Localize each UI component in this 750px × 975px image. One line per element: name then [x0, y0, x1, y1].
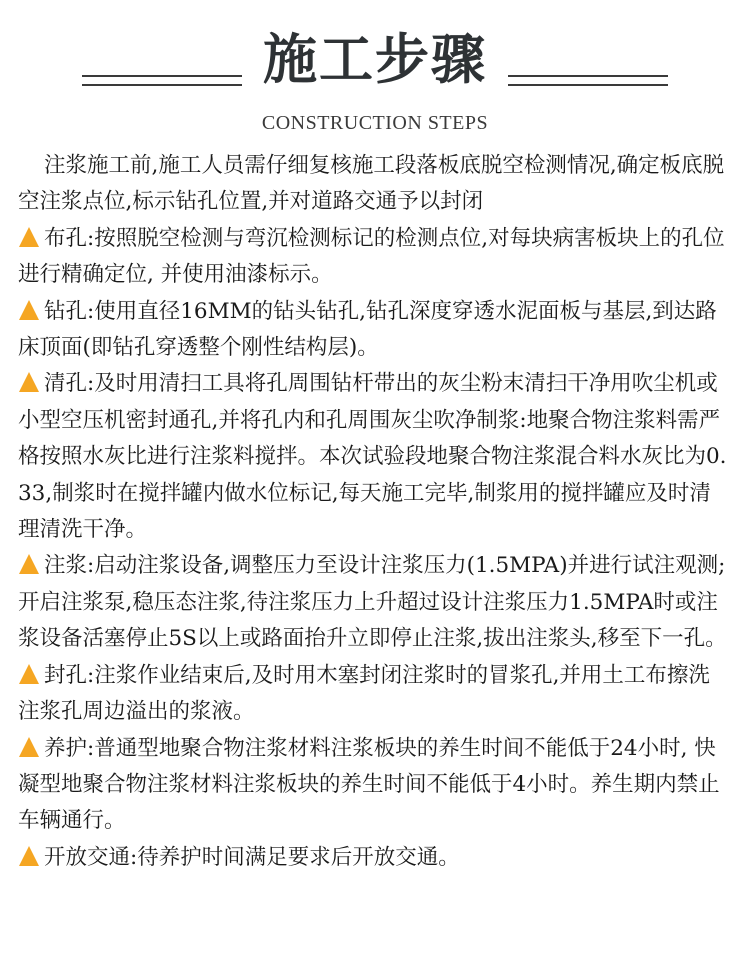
step-item: [18, 366, 730, 548]
steps-content: [18, 148, 730, 876]
warning-triangle-icon: [18, 226, 40, 248]
step-text: 清孔:及时用清扫工具将孔周围钻杆带出的灰尘粉末清扫干净用吹尘机或小型空压机密封通孔,并将孔内和孔周围灰尘吹净制浆:地聚合物注浆料需严格按照水灰比进行注浆料搅拌。本次试验段地聚合物注浆混合料水灰比为0.33,制浆时在搅拌罐内做水位标记,每天施工完毕,制浆用的搅拌罐应及时清理清洗干净。: [18, 371, 727, 543]
step-item: [18, 548, 730, 657]
warning-triangle-icon: [18, 371, 40, 393]
warning-triangle-icon: [18, 553, 40, 575]
step-text: 钻孔:使用直径16MM的钻头钻孔,钻孔深度穿透水泥面板与基层,到达路床顶面(即钻孔穿透整个刚性结构层)。: [18, 298, 717, 361]
page-title: 施工步骤: [263, 28, 487, 91]
warning-triangle-icon: [18, 299, 40, 321]
warning-triangle-icon: [18, 663, 40, 685]
step-text: 布孔:按照脱空检测与弯沉检测标记的检测点位,对每块病害板块上的孔位进行精确定位, 并使用油漆标示。: [18, 225, 725, 288]
step-item: [18, 221, 730, 294]
warning-triangle-icon: [18, 845, 40, 867]
step-item: [18, 731, 730, 840]
step-text: 注浆:启动注浆设备,调整压力至设计注浆压力(1.5MPA)并进行试注观测;开启注浆泵,稳压态注浆,待注浆压力上升超过设计注浆压力1.5MPA时或注浆设备活塞停止5S以上或路面抬升立即停止注浆,拔出注浆头,移至下一孔。: [18, 553, 727, 652]
page-subtitle: CONSTRUCTION STEPS: [261, 112, 489, 134]
step-item: [18, 294, 730, 367]
step-text: 封孔:注浆作业结束后,及时用木塞封闭注浆时的冒浆孔,并用土工布擦洗注浆孔周边溢出的浆液。: [18, 662, 710, 725]
step-text: 养护:普通型地聚合物注浆材料注浆板块的养生时间不能低于24小时, 快凝型地聚合物注浆材料注浆板块的养生时间不能低于4小时。养生期内禁止车辆通行。: [18, 735, 720, 834]
title-rule-right: [508, 75, 668, 86]
intro-paragraph: 注浆施工前,施工人员需仔细复核施工段落板底脱空检测情况,确定板底脱空注浆点位,标示钻孔位置,并对道路交通予以封闭: [18, 153, 725, 215]
step-text: 开放交通:待养护时间满足要求后开放交通。: [44, 844, 460, 870]
step-item: [18, 658, 730, 731]
warning-triangle-icon: [18, 736, 40, 758]
step-item: [18, 840, 730, 876]
header: [0, 0, 750, 140]
